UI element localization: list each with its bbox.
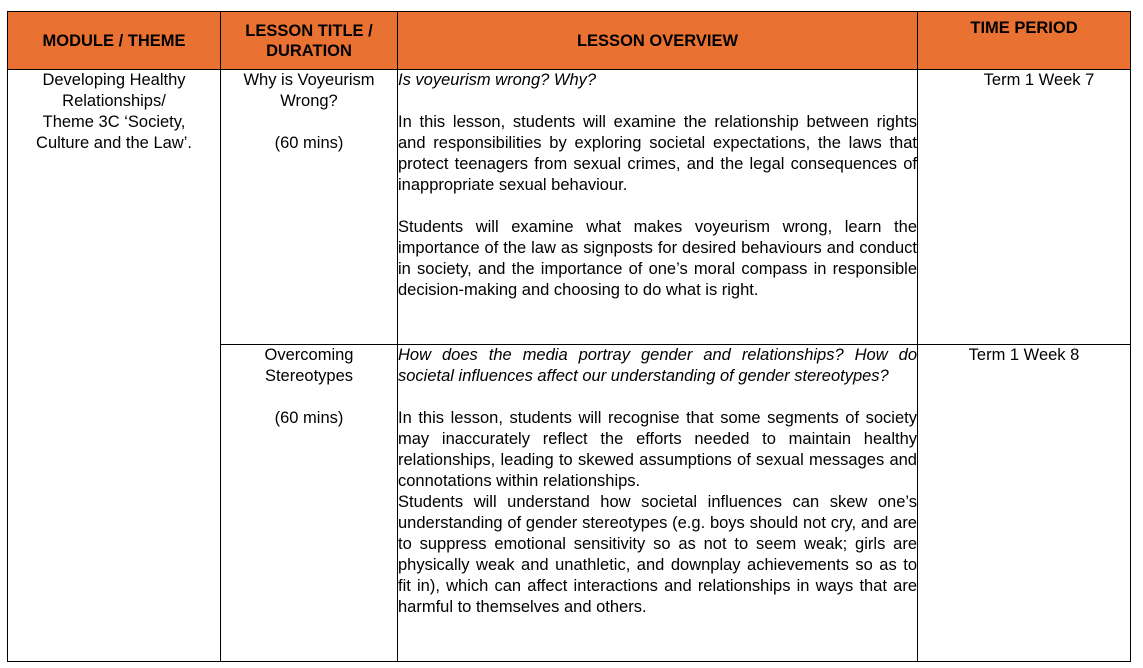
lesson-question: Is voyeurism wrong? Why? [398, 71, 597, 89]
lesson-title-cell [221, 70, 398, 345]
time-period-cell [918, 70, 1131, 345]
lesson-title-line2: Stereotypes [264, 367, 354, 385]
lesson-question: How does the media portray gender and relationships? How do societal influences affect our understanding of gender stereotypes? [398, 346, 917, 385]
header-module: MODULE / THEME [8, 12, 221, 70]
time-period: Term 1 Week 7 [983, 71, 1095, 89]
lesson-duration: (60 mins) [274, 409, 344, 427]
module-line4: Culture and the Law’. [36, 134, 192, 152]
time-period: Term 1 Week 8 [968, 346, 1080, 364]
header-overview: LESSON OVERVIEW [398, 12, 918, 70]
lesson-overview-para2: Students will examine what makes voyeurism wrong, learn the importance of the law as signposts for desired behaviours and conduct in society, and the importance of one’s moral compass in responsible decision-making and choosing to do what is right. [398, 218, 917, 299]
lesson-overview-cell [398, 345, 918, 662]
header-lesson-title [221, 12, 398, 70]
lesson-title-line1: Overcoming [264, 346, 354, 364]
time-period-cell [918, 345, 1131, 662]
module-line3: Theme 3C ‘Society, [42, 113, 186, 131]
module-line2: Relationships/ [62, 92, 166, 110]
module-theme-cell [8, 70, 221, 662]
lesson-title-line1: Why is Voyeurism [243, 71, 375, 89]
lesson-overview-cell [398, 70, 918, 345]
lesson-duration: (60 mins) [274, 134, 344, 152]
lesson-title-line2: Wrong? [280, 92, 338, 110]
lesson-overview-para1: In this lesson, students will recognise that some segments of society may inaccurately reflect the efforts needed to maintain healthy relationships, leading to skewed assumptions of sexual messages and connotations within relationships. [398, 409, 917, 490]
header-title-line2: DURATION [266, 41, 352, 60]
lesson-overview-para2: Students will understand how societal influences can skew one’s understanding of gender stereotypes (e.g. boys should not cry, and are to suppress emotional sensitivity so as not to seem weak; girls are physically weak and unathletic, and downplay achievements so as to fit in), which can affect interactions and relationships in ways that are harmful to themselves and others. [398, 493, 917, 616]
header-title-line1: LESSON TITLE / [245, 21, 373, 40]
lesson-plan-table [7, 11, 1131, 662]
header-row [8, 12, 1131, 70]
lesson-overview-para1: In this lesson, students will examine the relationship between rights and responsibilities by exploring societal expectations, the laws that protect teenagers from sexual crimes, and the legal consequences of inappropriate sexual behaviour. [398, 113, 917, 194]
header-time-period: TIME PERIOD [918, 12, 1131, 70]
lesson-title-cell [221, 345, 398, 662]
module-line1: Developing Healthy [42, 71, 186, 89]
lesson-row [8, 70, 1131, 345]
